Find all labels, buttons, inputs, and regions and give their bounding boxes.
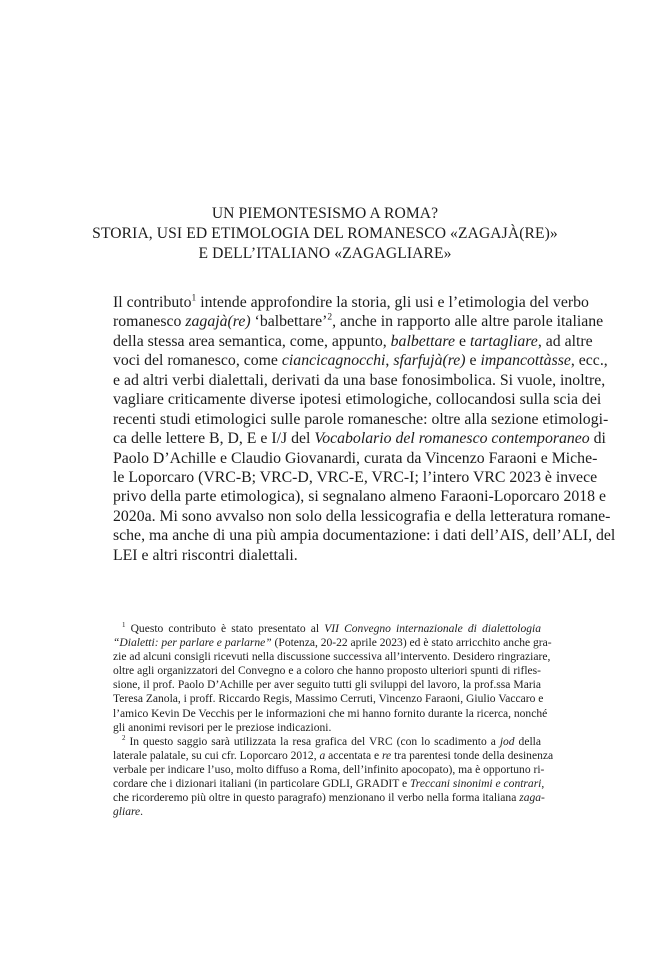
text-run: , ecc.,: [570, 352, 608, 370]
text-run: ‘balbettare’: [250, 313, 328, 331]
abstract-line: [113, 449, 598, 468]
footnote-line: [113, 791, 545, 805]
abstract-line: [113, 371, 606, 390]
text-run: 2020a. Mi sono avvalso non solo della lessicografia e della letteratura romane-: [113, 507, 611, 525]
footnote-marker: 1: [191, 293, 197, 304]
text-run: voci del romanesco, come: [113, 352, 282, 370]
text-run: In questo saggio sarà utilizzata la resa grafica del VRC (con lo scadimento a: [125, 735, 500, 748]
italic-term: “Dialetti: per parlare e parlarne”: [113, 637, 272, 650]
text-run: ca delle lettere B, D, E e I/J del: [113, 430, 315, 448]
text-run: e ad altri verbi dialettali, derivati da una base fonosimbolica. Si vuole, inoltre,: [113, 371, 606, 389]
text-run: della stessa area semantica, come, appunto,: [113, 332, 391, 350]
footnote-line: [113, 777, 545, 791]
italic-term: impancottàsse: [480, 352, 571, 370]
abstract-line: [113, 507, 611, 526]
italic-term: ciancicagnocchi: [281, 352, 386, 370]
text-run: .: [140, 806, 144, 819]
italic-term: a: [319, 749, 326, 762]
text-run: che ricorderemo più oltre in questo paragrafo) menzionano il verbo nella forma italiana: [113, 792, 520, 805]
text-run: romanesco: [113, 313, 186, 331]
text-run: gli anonimi revisori per le preziose indicazioni.: [113, 721, 332, 734]
italic-term: zagajà(re): [185, 313, 251, 331]
footnote-marker: 2: [327, 313, 333, 324]
text-run: sione, il prof. Paolo D’Achille per aver seguito tutti gli sviluppi del lavoro, la prof.ssa Maria: [113, 679, 541, 692]
italic-term: gliare: [113, 806, 141, 819]
footnote-line: [113, 664, 541, 678]
text-run: Il contributo: [113, 294, 192, 311]
text-run: Paolo D’Achille e Claudio Giovanardi, curata da Vincenzo Faraoni e Miche-: [113, 449, 598, 467]
text-run: laterale palatale, su cui cfr. Loporcaro 2012,: [113, 749, 320, 762]
text-run: LEI e altri riscontri dialettali.: [113, 546, 298, 564]
footnote-marker: 2: [122, 734, 126, 742]
abstract-line: [113, 487, 607, 506]
footnote-line: [113, 692, 544, 706]
text-run: e: [455, 332, 470, 350]
text-run: e: [465, 352, 481, 370]
text-run: vagliare criticamente diverse ipotesi etimologiche, collocandosi sulla scia dei: [113, 391, 602, 409]
text-run: della: [514, 735, 541, 748]
text-run: recenti studi etimologici sulle parole romanesche: oltre alla sezione etimologi-: [113, 410, 609, 428]
abstract-line: [113, 312, 604, 331]
text-run: ,: [385, 352, 394, 370]
title-line-3: E DELL’ITALIANO «ZAGAGLIARE»: [198, 245, 452, 262]
abstract-line: [113, 429, 606, 448]
text-run: cordare che i dizionari italiani (in particolare GDLI, GRADIT e: [113, 778, 410, 791]
footnote-line: [113, 707, 548, 721]
abstract-line: [113, 390, 602, 409]
abstract-line: [113, 293, 589, 312]
italic-term: balbettare: [390, 332, 456, 350]
abstract-line: [113, 526, 616, 545]
footnote-line: [113, 749, 554, 763]
italic-term: tartagliare: [469, 332, 538, 350]
text-run: sche, ma anche di una più ampia documentazione: i dati dell’AIS, dell’ALI, del: [113, 527, 616, 545]
text-run: , ad altre: [537, 332, 593, 350]
italic-term: Vocabolario del romanesco contemporaneo: [314, 430, 590, 448]
footnote-line: [113, 735, 541, 749]
italic-term: sfarfujà(re): [393, 352, 466, 370]
footnote-line: [113, 622, 541, 636]
footnote-line: [113, 678, 541, 692]
footnote-line: [113, 650, 551, 664]
text-run: ,: [541, 778, 545, 791]
text-run: zie ad alcuni consigli ricevuti nella discussione successiva all’intervento. Desidero ringraziare,: [113, 651, 551, 664]
text-run: Questo contributo è stato presentato al: [125, 623, 325, 635]
text-run: accentata e: [325, 749, 382, 762]
text-run: , anche in rapporto alle altre parole italiane: [332, 313, 604, 331]
text-run: tra parentesi tonde della desinenza: [391, 749, 554, 762]
footnote-line: [113, 763, 545, 777]
abstract-line: [113, 332, 593, 351]
footnote-marker: 1: [122, 622, 126, 630]
italic-term: Treccani sinonimi e contrari: [410, 778, 542, 791]
text-run: l’amico Kevin De Vecchis per le informazioni che mi hanno fornito durante la ricerca, nonché: [113, 707, 548, 720]
abstract-line: [113, 410, 609, 429]
abstract-paragraph: [113, 293, 616, 565]
text-run: di: [589, 430, 606, 448]
italic-term: jod: [499, 735, 515, 748]
text-run: oltre agli organizzatori del Convegno e a coloro che hanno proposto ulteriori spunti di rifles-: [113, 665, 541, 678]
title-line-1: UN PIEMONTESISMO A ROMA?: [211, 205, 439, 222]
abstract-line: [113, 546, 541, 565]
footnote-line: [113, 636, 552, 650]
footnote-line: [113, 721, 541, 735]
article-title: [60, 204, 590, 264]
footnotes: [113, 622, 554, 819]
text-run: verbale per indicare l’uso, molto diffuso a Roma, dell’infinito apocopato), ma è opportuno ri-: [113, 763, 545, 776]
italic-term: VII Convegno internazionale di dialettologia: [324, 623, 541, 635]
italic-term: zaga-: [519, 792, 545, 805]
italic-term: re: [381, 749, 392, 762]
text-run: Teresa Zanola, i proff. Riccardo Regis, Massimo Cerruti, Vincenzo Faraoni, Giulio Vaccaro e: [113, 693, 544, 706]
text-run: privo della parte etimologica), si segnalano almeno Faraoni-Loporcaro 2018 e: [113, 488, 607, 506]
abstract-line: [113, 468, 598, 487]
footnote-line: [113, 805, 541, 819]
text-run: le Loporcaro (VRC-B; VRC-D, VRC-E, VRC-I; l’intero VRC 2023 è invece: [113, 468, 598, 486]
abstract-line: [113, 351, 608, 370]
text-run: (Potenza, 20-22 aprile 2023) ed è stato arricchito anche gra-: [271, 637, 552, 650]
title-line-2: STORIA, USI ED ETIMOLOGIA DEL ROMANESCO «ZAGAJÀ(RE)»: [92, 225, 558, 242]
text-run: intende approfondire la storia, gli usi e l’etimologia del verbo: [196, 294, 589, 311]
